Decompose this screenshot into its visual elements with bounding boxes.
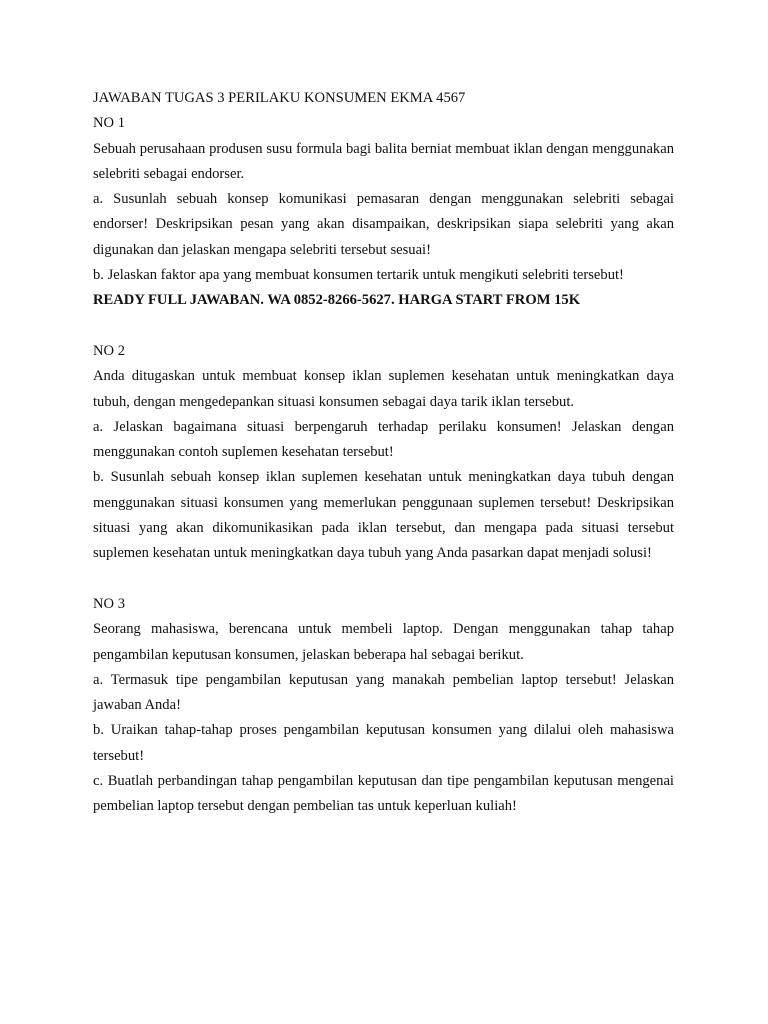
contact-notice: READY FULL JAWABAN. WA 0852-8266-5627. HARGA START FROM 15K bbox=[93, 292, 581, 309]
document-page bbox=[93, 86, 674, 820]
section-3-heading: NO 3 bbox=[93, 595, 126, 612]
section-1-intro: Sebuah perusahaan produsen susu formula bagi balita berniat membuat iklan dengan menggunakan selebriti sebagai endorser. bbox=[93, 140, 674, 182]
section-1-question-b: b. Jelaskan faktor apa yang membuat konsumen tertarik untuk mengikuti selebriti tersebut! bbox=[93, 267, 624, 284]
section-3-intro: Seorang mahasiswa, berencana untuk membeli laptop. Dengan menggunakan tahap tahap pengambilan keputusan konsumen, jelaskan beberapa hal sebagai berikut. bbox=[93, 621, 674, 663]
section-1-question-a: a. Susunlah sebuah konsep komunikasi pemasaran dengan menggunakan selebriti sebagai endorser! Deskripsikan pesan yang akan disampaikan, deskripsikan siapa selebriti yang akan digunakan dan jelaskan mengapa selebriti tersebut sesuai! bbox=[93, 191, 674, 258]
document-title: JAWABAN TUGAS 3 PERILAKU KONSUMEN EKMA 4567 bbox=[93, 90, 466, 106]
blank-line bbox=[93, 314, 674, 339]
section-2-question-b: b. Susunlah sebuah konsep iklan suplemen kesehatan untuk meningkatkan daya tubuh dengan menggunakan situasi konsumen yang memerlukan penggunaan suplemen tersebut! Deskripsikan situasi yang akan dikomunikasikan pada iklan tersebut, dan mengapa pada situasi tersebut suplemen kesehatan untuk meningkatkan daya tubuh yang Anda pasarkan dapat menjadi solusi! bbox=[93, 469, 674, 562]
blank-line bbox=[93, 567, 674, 592]
section-3-question-a: a. Termasuk tipe pengambilan keputusan yang manakah pembelian laptop tersebut! Jelaskan jawaban Anda! bbox=[93, 671, 674, 714]
section-2-question-a: a. Jelaskan bagaimana situasi berpengaruh terhadap perilaku konsumen! Jelaskan dengan menggunakan contoh suplemen kesehatan tersebut! bbox=[93, 418, 674, 461]
section-1-heading: NO 1 bbox=[93, 115, 126, 132]
section-3-question-c: c. Buatlah perbandingan tahap pengambilan keputusan dan tipe pengambilan keputusan mengenai pembelian laptop tersebut dengan pembelian tas untuk keperluan kuliah! bbox=[93, 773, 674, 815]
section-3-question-b: b. Uraikan tahap-tahap proses pengambilan keputusan konsumen yang dilalui oleh mahasiswa tersebut! bbox=[93, 722, 674, 764]
section-2-intro: Anda ditugaskan untuk membuat konsep iklan suplemen kesehatan untuk meningkatkan daya tubuh, dengan mengedepankan situasi konsumen sebagai daya tarik iklan tersebut. bbox=[93, 368, 674, 410]
section-2-heading: NO 2 bbox=[93, 342, 126, 359]
